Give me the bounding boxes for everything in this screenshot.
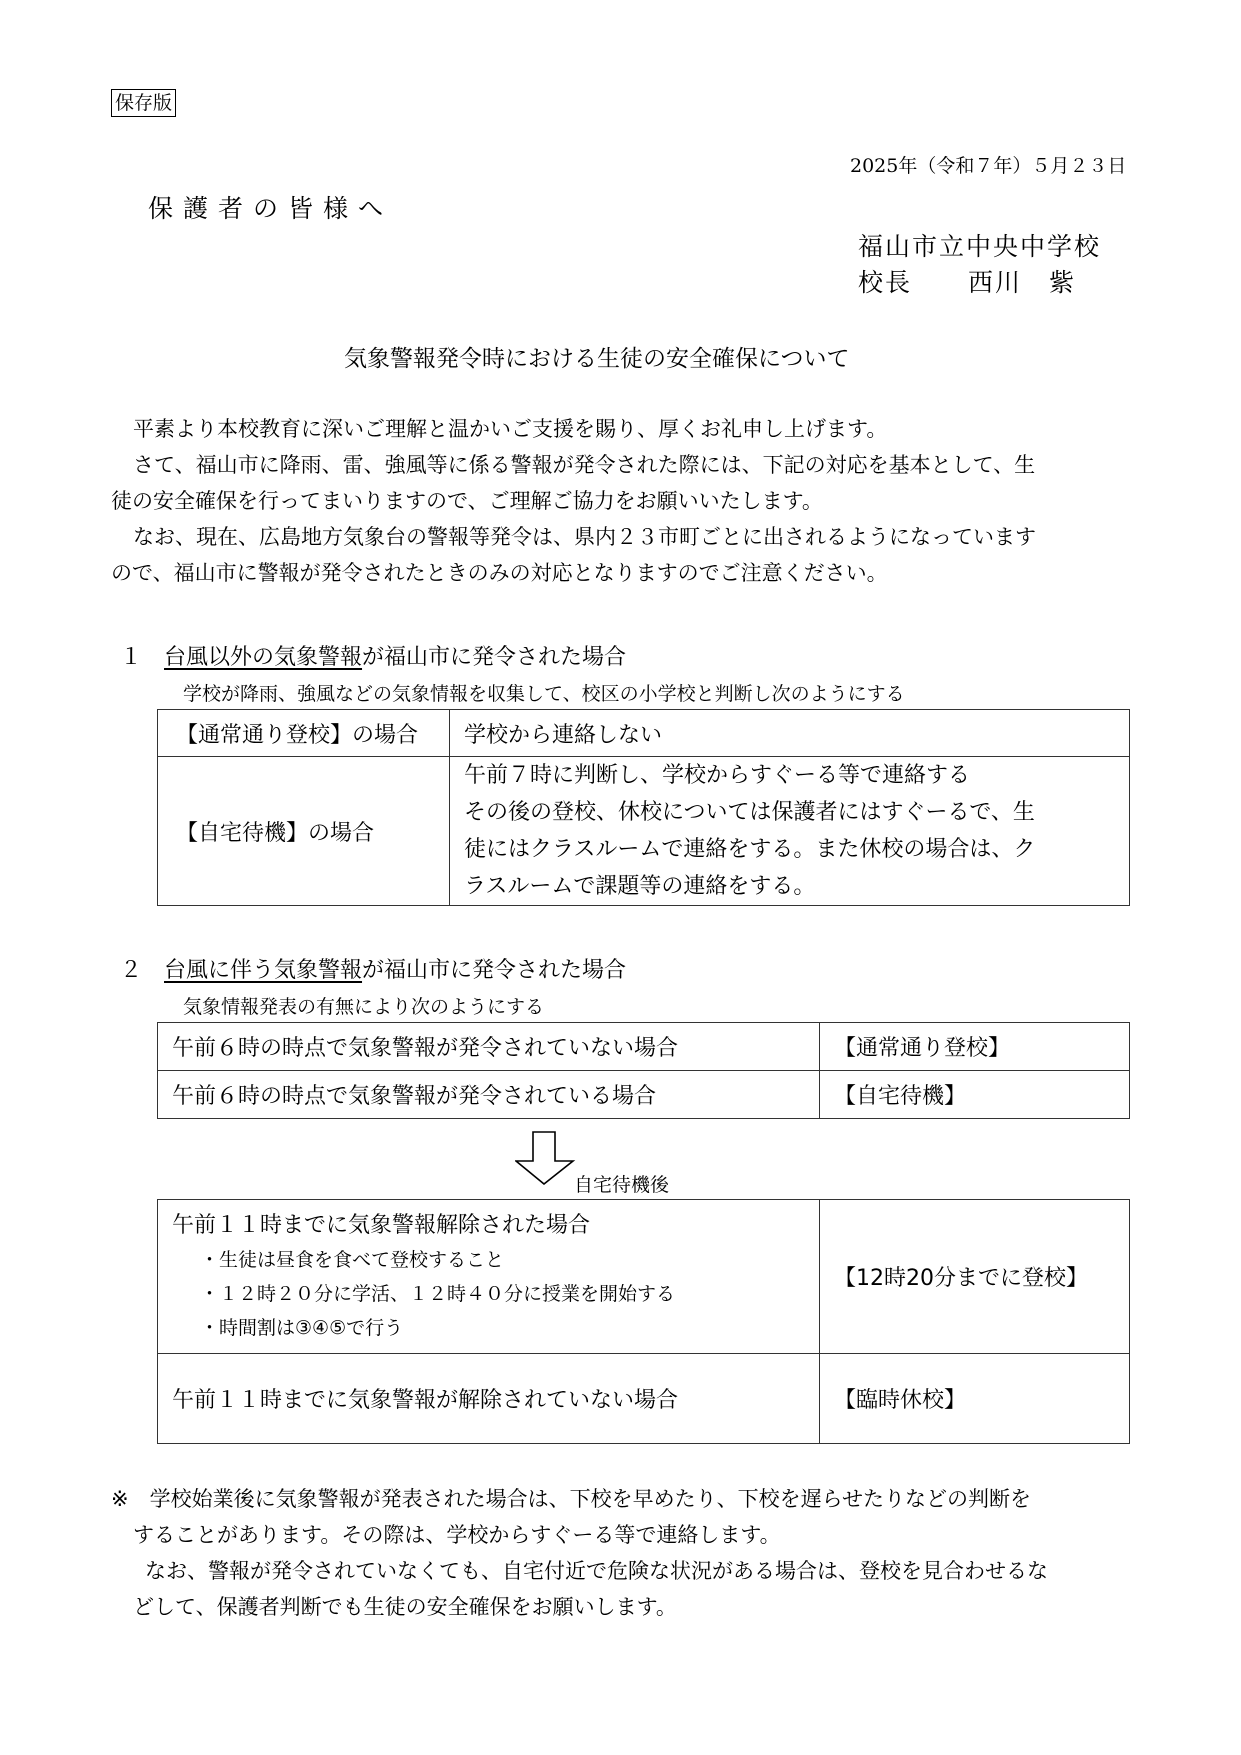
section1-number: １ xyxy=(120,645,143,670)
content-line: 徒にはクラスルームで連絡をする。また休校の場合は、ク xyxy=(464,837,1036,862)
section2-heading-rest: が福山市に発令された場合 xyxy=(362,958,627,983)
content-line: その後の登校、休校については保護者にはすぐーるで、生 xyxy=(464,800,1035,825)
note-line: することがあります。その際は、学校からすぐーる等で連絡します。 xyxy=(133,1523,781,1547)
document-date: 2025年（令和７年）５月２３日 xyxy=(850,155,1127,177)
action-cell: 【12時20分までに登校】 xyxy=(820,1200,1130,1354)
section1-heading-rest: が福山市に発令された場合 xyxy=(362,645,627,670)
section1-table xyxy=(157,709,1130,906)
notes xyxy=(111,1481,1131,1625)
condition-heading: 午前１１時までに気象警報解除された場合 xyxy=(172,1212,591,1238)
intro-line: なお、現在、広島地方気象台の警報等発令は、県内２３市町ごとに出されるようになっています xyxy=(133,525,1036,549)
principal-title: 校長 xyxy=(858,268,913,297)
intro-line: さて、福山市に降雨、雷、強風等に係る警報が発令された際には、下記の対応を基本として、生 xyxy=(133,453,1036,477)
section1-heading-underlined: 台風以外の気象警報 xyxy=(164,645,363,670)
table-row xyxy=(158,757,1130,906)
section1-subtext: 学校が降雨、強風などの気象情報を収集して、校区の小学校と判断し次のようにする xyxy=(183,683,905,705)
section2-heading xyxy=(120,953,626,984)
condition-cell: 午前６時の時点で気象警報が発令されている場合 xyxy=(158,1071,820,1119)
section2-heading-underlined: 台風に伴う気象警報 xyxy=(164,958,363,983)
row-content: 学校から連絡しない xyxy=(450,710,1130,757)
principal-line xyxy=(858,263,1076,299)
section2-subtext: 気象情報発表の有無により次のようにする xyxy=(183,996,545,1018)
intro-paragraphs xyxy=(111,411,1131,591)
section2-top-table xyxy=(157,1022,1130,1119)
table-row xyxy=(158,1071,1130,1119)
table-row xyxy=(158,710,1130,757)
table-row xyxy=(158,1354,1130,1444)
action-cell: 【臨時休校】 xyxy=(820,1354,1130,1444)
note-line: なお、警報が発令されていなくても、自宅付近で危険な状況がある場合は、登校を見合わせるな xyxy=(145,1559,1048,1583)
bullet-item: ・１２時２０分に学活、１２時４０分に授業を開始する xyxy=(200,1282,676,1305)
condition-cell xyxy=(158,1200,820,1354)
note-line: どして、保護者判断でも生徒の安全確保をお願いします。 xyxy=(133,1595,677,1619)
row-label: 【通常通り登校】の場合 xyxy=(158,710,450,757)
row-label: 【自宅待機】の場合 xyxy=(158,757,450,906)
intro-line: 平素より本校教育に深いご理解と温かいご支援を賜り、厚くお礼申し上げます。 xyxy=(133,417,888,441)
intro-line: 徒の安全確保を行ってまいりますので、ご理解ご協力をお願いいたします。 xyxy=(111,489,823,513)
preservation-stamp: 保存版 xyxy=(111,89,176,117)
table-row xyxy=(158,1023,1130,1071)
section2-bottom-table xyxy=(157,1199,1130,1444)
section2-number: ２ xyxy=(120,958,143,983)
section1-heading xyxy=(120,640,626,671)
condition-cell: 午前１１時までに気象警報が解除されていない場合 xyxy=(158,1354,820,1444)
action-cell: 【通常通り登校】 xyxy=(820,1023,1130,1071)
addressee: 保護者の皆様へ xyxy=(148,194,394,223)
down-arrow-icon xyxy=(515,1131,577,1185)
bullet-item: ・時間割は③④⑤で行う xyxy=(200,1316,404,1339)
arrow-label: 自宅待機後 xyxy=(574,1174,670,1196)
row-content xyxy=(450,757,1130,906)
content-line: ラスルームで課題等の連絡をする。 xyxy=(464,874,816,899)
condition-cell: 午前６時の時点で気象警報が発令されていない場合 xyxy=(158,1023,820,1071)
content-line: 午前７時に判断し、学校からすぐーる等で連絡する xyxy=(464,763,971,788)
principal-name: 西川 紫 xyxy=(968,268,1077,297)
note-line: ※ 学校始業後に気象警報が発表された場合は、下校を早めたり、下校を遅らせたりなどの判断を xyxy=(111,1487,1031,1511)
bullet-item: ・生徒は昼食を食べて登校すること xyxy=(200,1248,505,1271)
document-title: 気象警報発令時における生徒の安全確保について xyxy=(344,346,850,372)
intro-line: ので、福山市に警報が発令されたときのみの対応となりますのでご注意ください。 xyxy=(111,561,888,585)
school-name: 福山市立中央中学校 xyxy=(858,232,1102,261)
action-cell: 【自宅待機】 xyxy=(820,1071,1130,1119)
table-row xyxy=(158,1200,1130,1354)
